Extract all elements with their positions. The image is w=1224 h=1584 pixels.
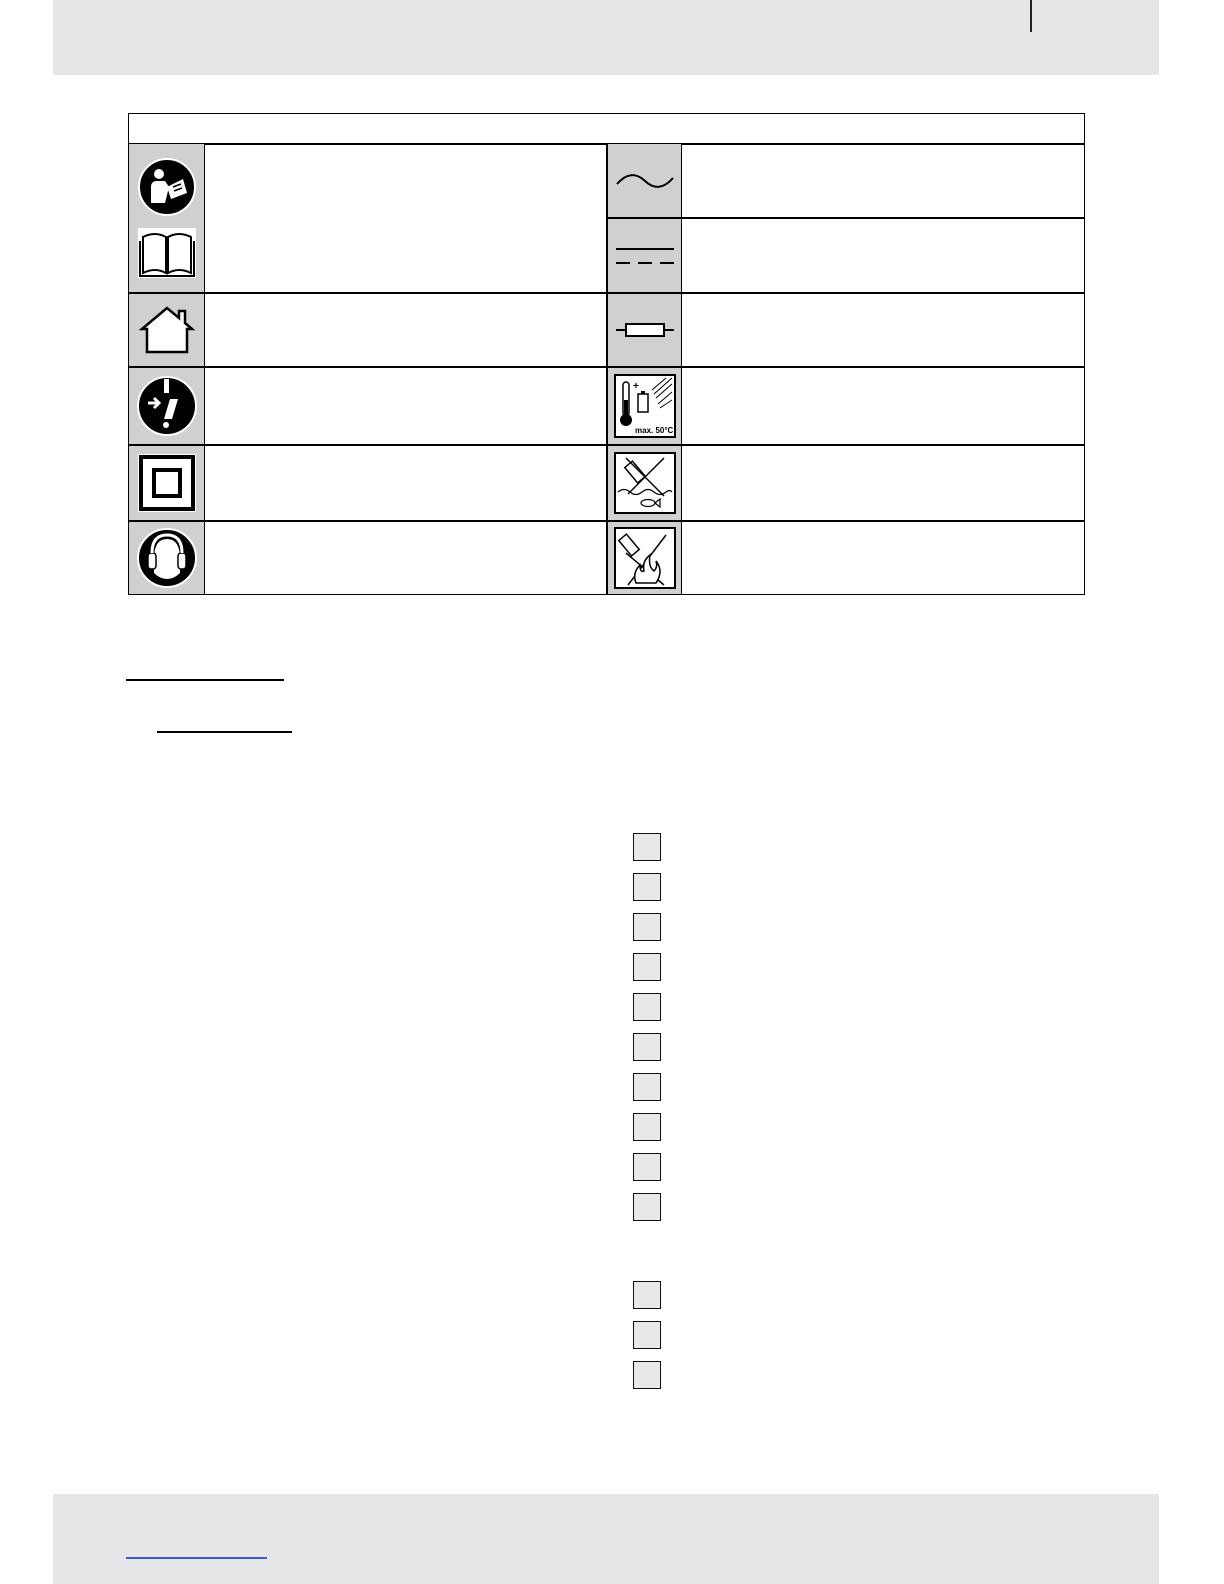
parts-checkbox[interactable]	[633, 1113, 661, 1141]
symbol-row-class-ii	[129, 446, 205, 520]
parts-checkbox[interactable]	[633, 1073, 661, 1101]
subsection-heading-underline	[157, 731, 292, 733]
parts-checkbox[interactable]	[633, 1033, 661, 1061]
parts-checkbox[interactable]	[633, 1281, 661, 1309]
svg-text:+: +	[632, 381, 639, 392]
header-divider-mark	[1030, 0, 1032, 32]
no-battery-in-water-icon	[614, 452, 676, 514]
parts-checkbox[interactable]	[633, 1321, 661, 1349]
symbol-row-unplug	[129, 368, 205, 444]
alternating-current-icon	[615, 166, 675, 196]
read-manual-icon	[137, 157, 197, 217]
symbol-table	[128, 113, 1085, 595]
direct-current-icon	[614, 244, 676, 268]
symbol-row-ear-protection	[129, 522, 205, 594]
unplug-mains-icon	[136, 375, 198, 437]
parts-checkbox[interactable]	[633, 1153, 661, 1181]
parts-checkbox[interactable]	[633, 993, 661, 1021]
parts-checkbox[interactable]	[633, 953, 661, 981]
ear-protection-icon	[136, 527, 198, 589]
symbol-row-fuse	[608, 294, 682, 366]
protection-class-ii-icon	[137, 453, 197, 513]
indoor-house-icon	[137, 305, 197, 355]
symbol-row-manual	[129, 144, 205, 292]
parts-checkbox[interactable]	[633, 1361, 661, 1389]
page-footer-band	[53, 1494, 1159, 1584]
symbol-row-ac	[608, 144, 682, 217]
parts-checkbox[interactable]	[633, 913, 661, 941]
page-header-band	[53, 0, 1159, 75]
parts-checkbox[interactable]	[633, 1193, 661, 1221]
temperature-label: max. 50°C	[634, 426, 673, 435]
open-book-icon	[137, 227, 197, 279]
symbol-row-dc	[608, 219, 682, 292]
symbol-row-no-fire	[608, 522, 682, 594]
parts-checkbox[interactable]	[633, 833, 661, 861]
symbol-row-indoor	[129, 294, 205, 366]
footer-link[interactable]	[126, 1557, 267, 1559]
fuse-icon	[614, 320, 676, 340]
battery-temperature-icon	[614, 374, 676, 438]
section-heading-underline	[126, 679, 284, 681]
symbol-row-no-water	[608, 446, 682, 520]
symbol-row-battery-temp	[608, 368, 682, 444]
parts-checkbox[interactable]	[633, 873, 661, 901]
no-battery-in-fire-icon	[614, 527, 676, 589]
